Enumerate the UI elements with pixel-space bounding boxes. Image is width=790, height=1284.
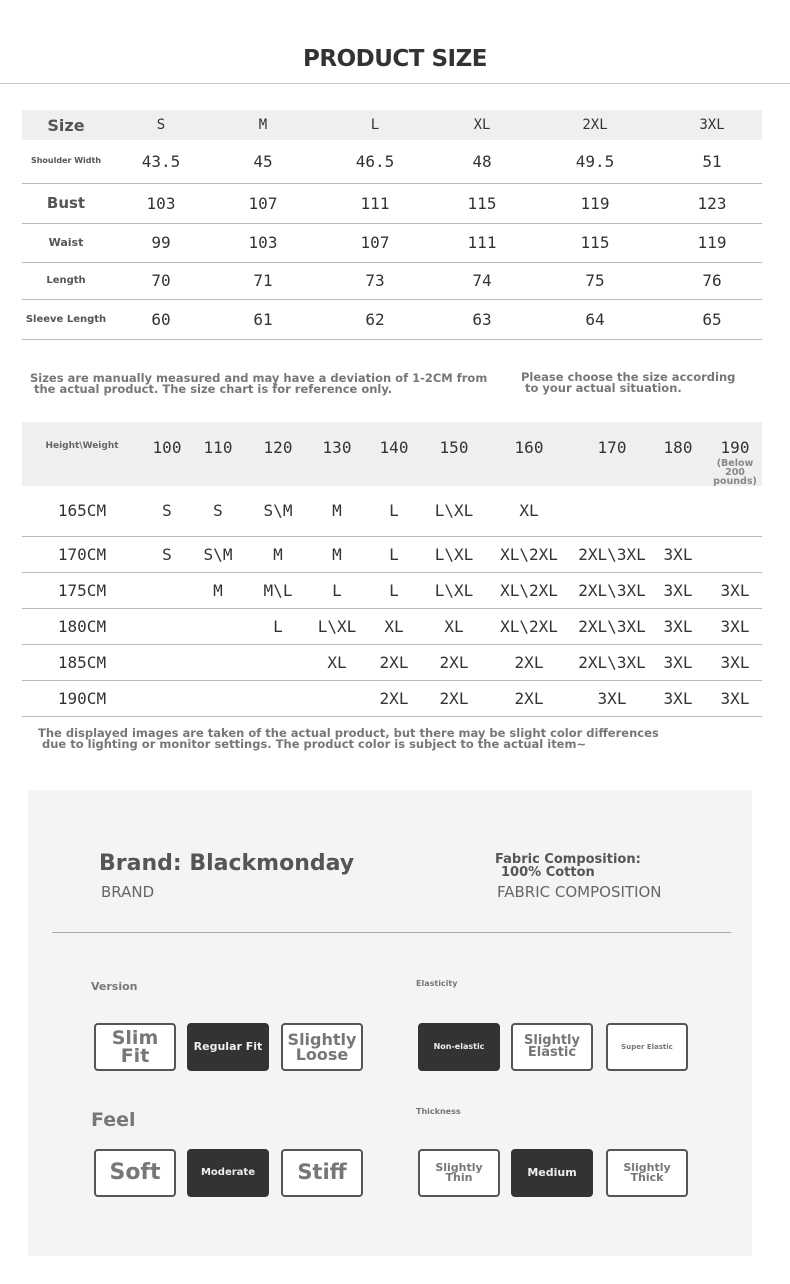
row-label: Length	[22, 262, 110, 299]
size-header-cell: S	[156, 117, 166, 133]
elasticity-label: Elasticity	[416, 979, 458, 988]
table-cell: 3XL	[648, 536, 708, 572]
table-cell: 3XL	[648, 644, 708, 680]
height-cell: 180CM	[22, 608, 142, 644]
table-cell: 3XL	[708, 572, 762, 608]
table-cell: 123	[662, 183, 762, 223]
table-cell: 65	[662, 299, 762, 339]
thickness-label: Thickness	[416, 1107, 461, 1116]
table-cell: 3XL	[708, 644, 762, 680]
table-cell: L	[362, 536, 426, 572]
display-note-line2: due to lighting or monitor settings. The product color is subject to the actual item~	[42, 737, 587, 751]
elasticity-option-slightly-elastic: Slightly Elastic	[511, 1023, 593, 1071]
weight-header-cell: 130	[322, 438, 352, 457]
table-cell: S	[142, 536, 192, 572]
feel-option-soft: Soft	[94, 1149, 176, 1197]
table-cell	[708, 536, 762, 572]
weight-value: 190	[720, 438, 750, 457]
thickness-option-slightly-thin: Slightly Thin	[418, 1149, 500, 1197]
size-header-row	[22, 110, 762, 140]
table-cell: 43.5	[110, 140, 212, 183]
table-cell: 2XL\3XL	[576, 644, 648, 680]
table-cell: 70	[110, 262, 212, 299]
hw-corner-label: Height\Weight	[45, 441, 119, 451]
table-row	[22, 299, 762, 339]
version-option-slim-fit: Slim Fit	[94, 1023, 176, 1071]
table-cell: 111	[436, 223, 528, 262]
size-header-cell: 2XL	[582, 117, 608, 133]
table-cell: 62	[314, 299, 436, 339]
table-cell: XL\2XL	[482, 608, 576, 644]
table-row	[22, 262, 762, 299]
hw-header-row	[22, 422, 762, 486]
table-cell: 3XL	[708, 680, 762, 716]
height-cell: 190CM	[22, 680, 142, 716]
size-header-cell: M	[258, 117, 268, 133]
table-cell: 76	[662, 262, 762, 299]
table-cell: 2XL	[362, 680, 426, 716]
table-cell	[576, 486, 648, 536]
weight-header-cell: 140	[379, 438, 409, 457]
table-cell: 3XL	[648, 572, 708, 608]
table-cell: S	[192, 486, 244, 536]
panel-divider	[52, 932, 731, 933]
table-cell	[244, 680, 312, 716]
version-option-slightly-loose: Slightly Loose	[281, 1023, 363, 1071]
table-row	[22, 536, 762, 572]
table-cell: 119	[528, 183, 662, 223]
table-cell: L\XL	[426, 486, 482, 536]
table-cell: 2XL	[482, 644, 576, 680]
table-cell: 103	[212, 223, 314, 262]
elasticity-option-non-elastic: Non-elastic	[418, 1023, 500, 1071]
table-cell: XL	[362, 608, 426, 644]
table-cell: M	[192, 572, 244, 608]
weight-header-cell: 160	[514, 438, 544, 457]
table-cell: 46.5	[314, 140, 436, 183]
table-cell: M	[244, 536, 312, 572]
weight-header-cell: 100	[152, 438, 182, 457]
size-header-cell: L	[370, 117, 380, 133]
elasticity-option-super-elastic: Super Elastic	[606, 1023, 688, 1071]
table-cell: 74	[436, 262, 528, 299]
weight-note: (Below 200 pounds)	[713, 458, 757, 487]
page-title: PRODUCT SIZE	[303, 46, 487, 72]
table-row	[22, 223, 762, 262]
table-cell: 63	[436, 299, 528, 339]
table-cell: 107	[314, 223, 436, 262]
table-cell	[244, 644, 312, 680]
table-cell: L	[244, 608, 312, 644]
feel-label: Feel	[91, 1109, 136, 1131]
table-cell: 71	[212, 262, 314, 299]
table-row	[22, 572, 762, 608]
table-cell: L\XL	[426, 572, 482, 608]
table-cell: 64	[528, 299, 662, 339]
row-label: Waist	[22, 223, 110, 262]
table-cell: L\XL	[426, 536, 482, 572]
row-label: Sleeve Length	[22, 299, 110, 339]
weight-header-cell: 110	[203, 438, 233, 457]
table-cell: 107	[212, 183, 314, 223]
thickness-option-slightly-thick: Slightly Thick	[606, 1149, 688, 1197]
table-cell: 119	[662, 223, 762, 262]
table-cell: L	[362, 486, 426, 536]
table-cell	[142, 680, 192, 716]
fabric-title: Fabric Composition:	[495, 852, 641, 867]
table-cell: M	[312, 536, 362, 572]
height-cell: 175CM	[22, 572, 142, 608]
table-cell: 2XL\3XL	[576, 608, 648, 644]
measurement-note-line2: the actual product. The size chart is for reference only.	[34, 382, 393, 396]
table-row	[22, 140, 762, 183]
table-cell: 49.5	[528, 140, 662, 183]
height-cell: 185CM	[22, 644, 142, 680]
version-label: Version	[91, 980, 138, 993]
weight-header-cell	[708, 422, 762, 486]
table-cell: 103	[110, 183, 212, 223]
table-cell: L	[312, 572, 362, 608]
table-cell: 99	[110, 223, 212, 262]
table-cell: 115	[528, 223, 662, 262]
size-header-cell: XL	[473, 117, 491, 133]
table-cell	[312, 680, 362, 716]
table-cell: XL	[312, 644, 362, 680]
weight-header-cell: 180	[663, 438, 693, 457]
table-cell	[192, 680, 244, 716]
table-cell: XL	[426, 608, 482, 644]
table-cell: 3XL	[708, 608, 762, 644]
size-header-label: Size	[47, 115, 85, 135]
table-cell	[192, 608, 244, 644]
row-label: Bust	[22, 183, 110, 223]
table-cell	[142, 572, 192, 608]
brand-subtitle: BRAND	[101, 883, 155, 901]
table-cell: S\M	[244, 486, 312, 536]
table-cell: 3XL	[648, 608, 708, 644]
table-row	[22, 644, 762, 680]
table-cell	[142, 644, 192, 680]
table-cell: 3XL	[648, 680, 708, 716]
table-cell: 51	[662, 140, 762, 183]
measurement-note-line1: Sizes are manually measured and may have a deviation of 1-2CM from	[30, 371, 488, 385]
feel-option-stiff: Stiff	[281, 1149, 363, 1197]
table-cell	[708, 486, 762, 536]
table-cell: 111	[314, 183, 436, 223]
weight-header-cell: 150	[439, 438, 469, 457]
size-header-cell: 3XL	[699, 117, 725, 133]
table-row	[22, 608, 762, 644]
table-row	[22, 183, 762, 223]
table-cell: 45	[212, 140, 314, 183]
table-row	[22, 680, 762, 716]
table-row	[22, 486, 762, 536]
brand-title: Brand: Blackmonday	[99, 851, 355, 876]
weight-header-cell: 120	[263, 438, 293, 457]
table-cell: 2XL	[482, 680, 576, 716]
table-cell: L\XL	[312, 608, 362, 644]
size-chart-table	[22, 110, 762, 340]
table-cell: XL	[482, 486, 576, 536]
table-cell: S\M	[192, 536, 244, 572]
height-cell: 170CM	[22, 536, 142, 572]
table-cell: 48	[436, 140, 528, 183]
table-cell: 61	[212, 299, 314, 339]
table-cell: 2XL	[362, 644, 426, 680]
feel-option-moderate: Moderate	[187, 1149, 269, 1197]
fabric-value: 100% Cotton	[501, 865, 595, 880]
table-cell: M\L	[244, 572, 312, 608]
table-cell: XL\2XL	[482, 572, 576, 608]
table-cell: S	[142, 486, 192, 536]
weight-header-cell: 170	[597, 438, 627, 457]
table-cell: 2XL\3XL	[576, 536, 648, 572]
display-note-line1: The displayed images are taken of the actual product, but there may be slight color differences	[38, 726, 659, 740]
table-cell: L	[362, 572, 426, 608]
choose-note-line2: to your actual situation.	[525, 381, 682, 395]
thickness-option-medium: Medium	[511, 1149, 593, 1197]
fabric-subtitle: FABRIC COMPOSITION	[497, 883, 662, 901]
height-cell: 165CM	[22, 486, 142, 536]
table-cell	[142, 608, 192, 644]
title-divider	[0, 83, 790, 84]
table-cell: 73	[314, 262, 436, 299]
table-cell	[192, 644, 244, 680]
table-cell: 2XL	[426, 680, 482, 716]
table-cell: 2XL\3XL	[576, 572, 648, 608]
table-cell: 115	[436, 183, 528, 223]
table-cell: XL\2XL	[482, 536, 576, 572]
table-cell	[648, 486, 708, 536]
table-cell: 60	[110, 299, 212, 339]
table-cell: 2XL	[426, 644, 482, 680]
table-cell: 3XL	[576, 680, 648, 716]
row-label: Shoulder Width	[22, 140, 110, 183]
version-option-regular-fit: Regular Fit	[187, 1023, 269, 1071]
choose-note-line1: Please choose the size according	[521, 370, 736, 384]
height-weight-table	[22, 422, 762, 717]
table-cell: M	[312, 486, 362, 536]
table-cell: 75	[528, 262, 662, 299]
